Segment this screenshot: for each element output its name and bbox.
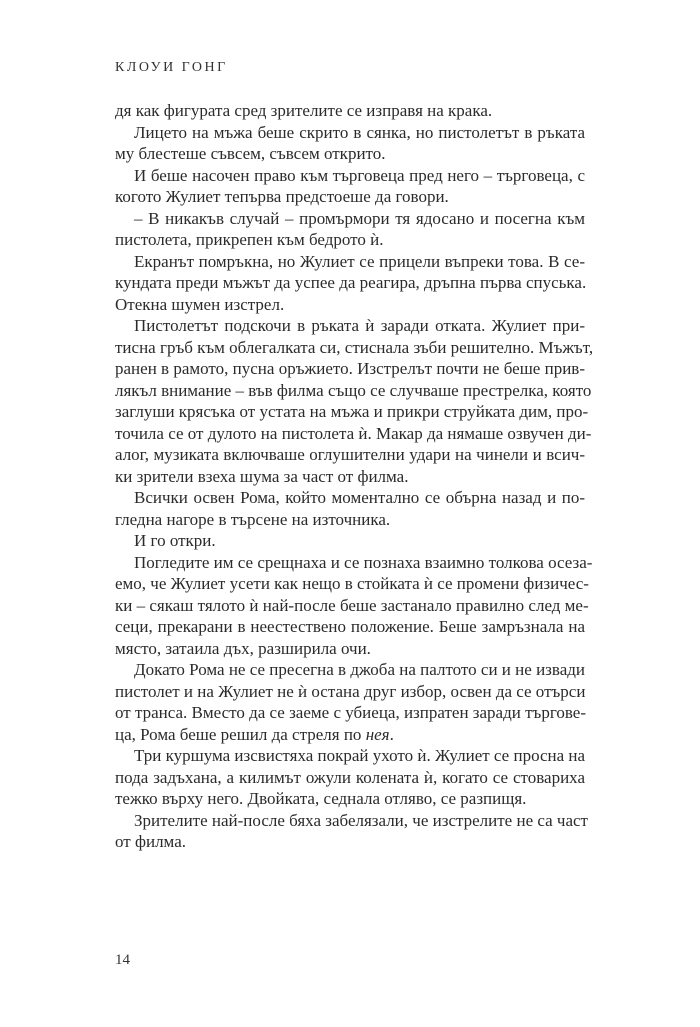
text-line	[115, 294, 585, 316]
text-line	[115, 509, 585, 531]
text-line	[115, 444, 585, 466]
text-line	[115, 272, 585, 294]
text-line	[115, 659, 585, 681]
text-line-content: когото Жулиет тепърва предстоеше да говори.	[115, 187, 449, 206]
text-line-content: пистолета, прикрепен към бедрото ѝ.	[115, 230, 384, 249]
text-line	[115, 788, 585, 810]
text-line	[115, 423, 592, 445]
text-line	[115, 122, 585, 144]
text-line-content: – В никакъв случай – промърмори тя ядосано и посегна към	[134, 208, 585, 228]
text-line-content: И беше насочен право към търговеца пред него – търговеца, с	[134, 165, 585, 185]
text-line-content: Докато Рома не се пресегна в джоба на палтото си и не извади	[134, 660, 585, 679]
text-line-content: ранен в рамото, пусна оръжието. Изстрелът почти не беше прив-	[115, 359, 585, 378]
text-line-content: тежко върху него. Двойката, седнала отляво, се разпищя.	[115, 789, 527, 808]
text-line-content: Отекна шумен изстрел.	[115, 294, 285, 314]
text-line-content: от транса. Вместо да се заеме с убиеца, изпратен заради търгове-	[115, 703, 587, 722]
text-line-content: място, затаила дъх, разширила очи.	[115, 638, 371, 658]
text-line	[115, 208, 585, 230]
page-number: 14	[115, 952, 130, 968]
text-line	[115, 552, 593, 574]
text-line	[115, 186, 585, 208]
text-line	[115, 100, 585, 122]
text-line	[115, 810, 588, 832]
text-line	[115, 745, 585, 767]
text-line	[115, 724, 585, 746]
text-line	[115, 466, 585, 488]
text-line-content: лякъл внимание – във филма също се случваше престрелка, която	[115, 380, 592, 400]
text-line-content: емо, че Жулиет усети как нещо в стойката ѝ се промени физичес-	[115, 574, 589, 593]
text-line	[115, 638, 585, 660]
text-line-content: Екранът помръкна, но Жулиет се прицели въпреки това. В се-	[134, 251, 585, 271]
text-line-content: от филма.	[115, 832, 186, 851]
text-line-content: пода задъхана, а килимът ожули колената ѝ, когато се стовариха	[115, 767, 585, 787]
text-line	[115, 315, 585, 337]
text-line-content: заглуши крясъка от устата на мъжа и прикри струйката дим, про-	[115, 402, 589, 421]
text-line	[115, 401, 589, 423]
text-line	[115, 165, 585, 187]
text-line	[115, 831, 585, 853]
text-line	[115, 380, 592, 402]
text-line	[115, 358, 585, 380]
text-line-content: Погледите им се срещнаха и се познаха взаимно толкова осеза-	[134, 552, 593, 572]
text-line-content: Три куршума изсвистяха покрай ухото ѝ. Жулиет се просна на	[134, 746, 586, 765]
text-line	[115, 702, 585, 724]
text-line-content: ки – сякаш тялото ѝ най-после беше застанало правилно след ме-	[115, 595, 589, 615]
text-line	[115, 767, 585, 789]
text-line-tail: .	[389, 724, 394, 744]
text-line-content: гледна нагоре в търсене на източника.	[115, 509, 391, 529]
text-line	[115, 229, 585, 251]
text-line-content: Пистолетът подскочи в ръката ѝ заради отката. Жулиет при-	[134, 316, 585, 335]
text-line-content: точила се от дулото на пистолета ѝ. Макар да нямаше озвучен ди-	[115, 423, 592, 443]
text-line	[115, 573, 589, 595]
text-line	[115, 595, 589, 617]
text-line-content: Всички освен Рома, който моментално се обърна назад и по-	[134, 488, 585, 507]
text-line	[115, 487, 585, 509]
text-line-content: му блестеше съвсем, съвсем открито.	[115, 144, 386, 163]
text-line	[115, 530, 585, 552]
text-line-content: Зрителите най-после бяха забелязали, че изстрелите не са част	[134, 810, 588, 830]
text-line-content: кундата преди мъжът да успее да реагира, дръпна първа спуська.	[115, 273, 587, 292]
text-line-content: дя как фигурата сред зрителите се изправя на крака.	[115, 101, 493, 120]
text-line-content: сеци, прекарани в неестествено положение. Беше замръзнала на	[115, 617, 585, 636]
running-header: КЛОУИ ГОНГ	[115, 60, 228, 75]
text-line-content: И го откри.	[134, 531, 216, 550]
text-line-content: пистолет и на Жулиет не ѝ остана друг избор, освен да се отърси	[115, 681, 586, 701]
text-line-content: алог, музиката включваше оглушителни удари на чинели и всич-	[115, 445, 585, 464]
text-line-content: тисна гръб към облегалката си, стиснала зъби решително. Мъжът,	[115, 337, 594, 357]
text-line	[115, 251, 585, 273]
text-line	[115, 337, 594, 359]
text-line-content: ца, Рома беше решил да стреля по	[115, 724, 366, 744]
text-line-content: Лицето на мъжа беше скрито в сянка, но пистолетът в ръката	[134, 122, 585, 142]
text-line-content: ки зрители взеха шума за част от филма.	[115, 466, 409, 486]
text-line	[115, 143, 585, 165]
emphasized-word: нея	[365, 724, 390, 744]
text-line	[115, 681, 585, 703]
body-text	[115, 100, 594, 853]
text-line	[115, 616, 585, 638]
